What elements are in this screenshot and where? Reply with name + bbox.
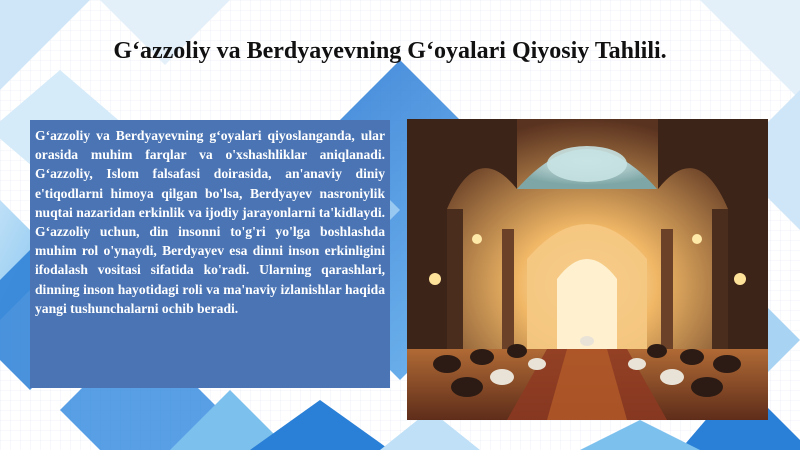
mosque-prayer-image	[407, 119, 768, 420]
body-paragraph: G‘azzoliy va Berdyayevning g‘oyalari qiyoslanganda, ular orasida muhim farqlar va o'xshashliklar aniqlanadi. G‘azzoliy, Islom falsafasi doirasida, an'anaviy diniy e'tiqodlarni himoya qilgan bo'lsa, Berdyayev nasroniylik nuqtai nazaridan erkinlik va ijodiy jarayonlarni ta'kidlaydi. G‘azzoliy uchun, din insonni to'g'ri yo'lga boshlashda muhim rol o'ynaydi, Berdyayev esa dinni inson erkinligini ifodalash vositasi sifatida ko'radi. Ularning qarashlari, dinning inson hayotidagi roli va ma'naviy izlanishlar haqida yangi tushunchalarni ochib beradi.	[35, 128, 385, 316]
slide-title: G‘azzoliy va Berdyayevning G‘oyalari Qiyosiy Tahlili.	[113, 38, 667, 64]
body-text-box	[30, 120, 390, 388]
